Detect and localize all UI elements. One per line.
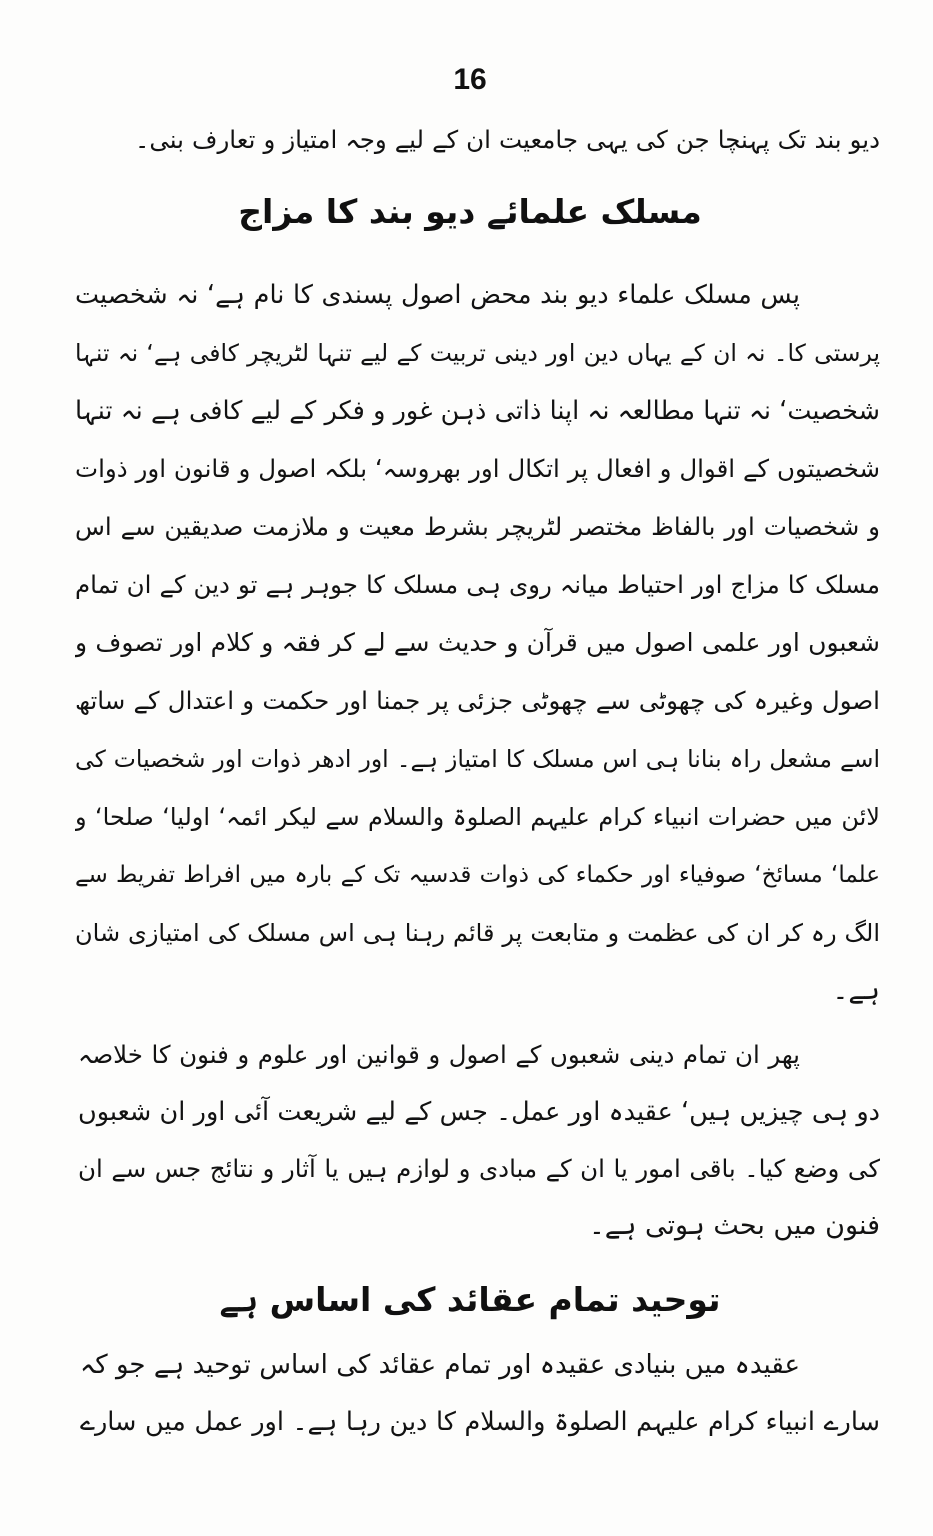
paragraph-line: الگ رہ کر ان کی عظمت و متابعت پر قائم رہنا ہی اس مسلک کی امتیازی شان	[75, 919, 880, 947]
paragraph-line: شخصیت‘ نہ تنہا مطالعہ نہ اپنا ذاتی ذہن غور و فکر کے لیے کافی ہے نہ تنہا	[75, 396, 880, 426]
paragraph-line: لائن میں حضرات انبیاء کرام علیہم الصلوۃ والسلام سے لیکر ائمہ‘ اولیا‘ صلحا‘ و	[75, 803, 880, 831]
paragraph-line: مسلک کا مزاج اور احتیاط میانہ روی ہی مسلک کا جوہر ہے تو دین کے ان تمام	[75, 570, 880, 599]
paragraph-line: دو ہی چیزیں ہیں‘ عقیدہ اور عمل۔ جس کے لیے شریعت آئی اور ان شعبوں	[78, 1097, 880, 1127]
page-number: 16	[453, 63, 487, 96]
paragraph-line: ہے۔	[832, 975, 880, 1006]
paragraph-line: پس مسلک علماء دیو بند محض اصول پسندی کا نام ہے‘ نہ شخصیت	[75, 280, 800, 310]
paragraph-line: کی وضع کیا۔ باقی امور یا ان کے مبادی و لوازم ہیں یا آثار و نتائج جس سے ان	[78, 1154, 880, 1183]
paragraph-line: و شخصیات اور بالفاظ مختصر لٹریچر بشرط معیت و ملازمت صدیقین سے اس	[75, 512, 880, 541]
paragraph-line: شخصیتوں کے اقوال و افعال پر اتکال اور بھروسہ‘ بلکہ اصول و قانون اور ذوات	[75, 454, 880, 483]
intro-line: دیو بند تک پہنچا جن کی یہی جامعیت ان کے لیے وجہ امتیاز و تعارف بنی۔	[135, 125, 880, 154]
paragraph-line: عقیدہ میں بنیادی عقیدہ اور تمام عقائد کی اساس توحید ہے جو کہ	[80, 1350, 800, 1380]
paragraph-line: علما‘ مسائخ‘ صوفیاء اور حکماء کی ذوات قدسیہ تک کے بارہ میں افراط تفریط سے	[75, 862, 880, 888]
paragraph-line: شعبوں اور علمی اصول میں قرآن و حدیث سے لے کر فقہ و کلام اور تصوف و	[75, 628, 880, 657]
paragraph-line: پھر ان تمام دینی شعبوں کے اصول و قوانین اور علوم و فنون کا خلاصہ	[78, 1040, 800, 1069]
paragraph-line: پرستی کا۔ نہ ان کے یہاں دین اور دینی تربیت کے لیے تنہا لٹریچر کافی ہے‘ نہ تنہا	[75, 339, 880, 367]
paragraph-line: سارے انبیاء کرام علیہم الصلوۃ والسلام کا دین رہا ہے۔ اور عمل میں سارے	[80, 1407, 880, 1437]
paragraph-line: اصول وغیرہ کی چھوٹی سے چھوٹی جزئی پر جمنا اور حکمت و اعتدال کے ساتھ	[75, 686, 880, 715]
paragraph-line: اسے مشعل راہ بنانا ہی اس مسلک کا امتیاز ہے۔ اور ادھر ذوات اور شخصیات کی	[75, 745, 880, 773]
section-heading-tawheed: توحید تمام عقائد کی اساس ہے	[219, 1280, 721, 1319]
paragraph-line: فنون میں بحث ہوتی ہے۔	[588, 1210, 880, 1241]
section-heading-maslak: مسلک علمائے دیو بند کا مزاج	[238, 192, 702, 231]
